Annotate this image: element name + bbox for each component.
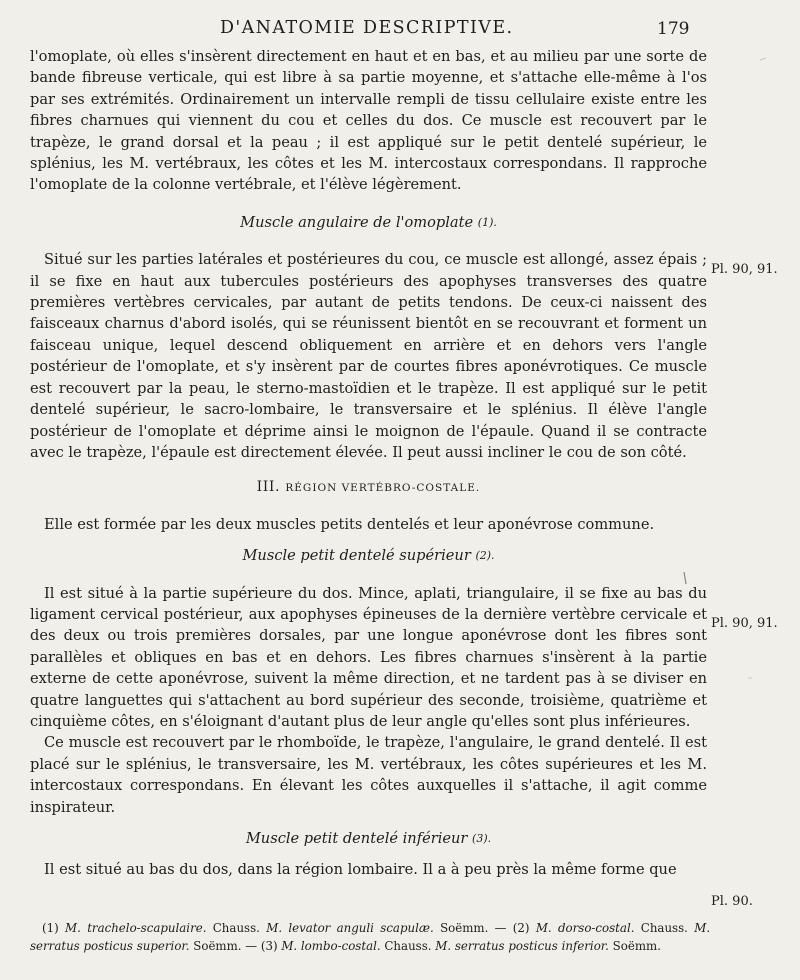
paragraph-rhomboide-end: l'omoplate, où elles s'insèrent directement en haut et en bas, et au milieu par une sorte de bande fibreuse verticale, qui est libre à sa partie moyenne, et s'attache elle-même à l'os par ses extrémités. Ordinairement un intervalle rempli de tissu cellulaire existe entre les fibres charnues qui viennent du cou et celles du dos. Ce muscle est recouvert par le trapèze, le grand dorsal et la peau ; il est appliqué sur le petit dentelé supérieur, le splénius, les M. vertébraux, les côtes et les M. intercostaux correspondans. Il rapproche l'omoplate de la colonne vertébrale, et l'élève légèrement. <box>30 48 707 194</box>
spacer <box>30 849 707 859</box>
margin-note-plates-3: Pl. 90. <box>711 894 753 909</box>
spacer <box>30 196 707 212</box>
spacer <box>30 567 707 583</box>
footnote-3-soemmerring-name: M. serratus posticus inferior. <box>435 939 609 953</box>
paragraph-superieur-2: Ce muscle est recouvert par le rhomboïde, le trapèze, l'angulaire, le grand dentelé. Il est placé sur le splénius, le transversaire, les M. vertébraux, les côtes supérieures et les M. intercostaux correspondans. En élevant les côtes auxquelles il s'attache, il agit comme inspirateur. <box>30 734 707 816</box>
footnote-1-soemmerring-name: M. levator anguli scapulæ. <box>266 921 434 935</box>
footnote-ref-1: (1). <box>477 215 497 229</box>
heading-petit-dentele-superieur <box>30 545 707 566</box>
footnote-3-soemmerring: Soëmm. <box>612 939 661 953</box>
heading-petit-dentele-inferieur-text: Muscle petit dentelé inférieur <box>245 830 468 847</box>
heading-region-number: III. <box>256 479 281 496</box>
page-number: 179 <box>657 19 690 39</box>
heading-region-vertebro-costale <box>30 477 707 499</box>
footnote-2-soemmerring-name: M. serratus posticus superior. <box>30 921 711 953</box>
footnote-3-chaussier-name: M. lombo-costal. <box>281 939 381 953</box>
footnote-ref-3: (3). <box>472 832 492 845</box>
footnote-1-chaussier: Chauss. <box>212 921 260 935</box>
footnote-block <box>30 919 710 955</box>
footnote-ref-2: (2). <box>475 549 495 563</box>
margin-note-plates-2: Pl. 90, 91. <box>711 616 778 631</box>
footnotes <box>30 919 710 955</box>
spacer <box>30 233 707 249</box>
footnote-2-chaussier-name: M. dorso-costal. <box>535 921 635 935</box>
running-head <box>0 18 800 42</box>
spacer <box>30 500 707 514</box>
heading-petit-dentele-inferieur <box>30 828 707 849</box>
body-text <box>30 46 707 881</box>
paragraph-region-intro: Elle est formée par les deux muscles petits dentelés et leur aponévrose commune. <box>44 515 655 533</box>
spacer <box>30 535 707 545</box>
paragraph-angulaire: Situé sur les parties latérales et postérieures du cou, ce muscle est allongé, assez épais ; il se fixe en haut aux tubercules postérieurs des apophyses transverses des quatre premières vertèbres cervicales, par autant de petits tendons. De ceux-ci naissent des faisceaux charnus d'abord isolés, qui se réunissent bientôt en se recouvrant et forment un faisceau unique, lequel descend obliquement en arrière et en dehors vers l'angle postérieur de l'omoplate, et s'y insèrent par de courtes fibres aponévrotiques. Ce muscle est recouvert par la peau, le sterno-mastoïdien et le trapèze. Il est appliqué sur le petit dentelé supérieur, le sacro-lombaire, le transversaire et le splénius. Il élève l'angle postérieur de l'omoplate et déprime ainsi le moignon de l'épaule. Quand il se contracte avec le trapèze, l'épaule est directement élevée. Il peut aussi incliner le cou de son côté. <box>30 251 707 461</box>
footnote-2-chaussier: Chauss. <box>640 921 688 935</box>
footnote-3-chaussier: Chauss. <box>384 939 432 953</box>
heading-region-title: RÉGION VERTÉBRO-COSTALE. <box>285 482 481 495</box>
heading-muscle-angulaire <box>30 212 707 233</box>
heading-muscle-angulaire-text: Muscle angulaire de l'omoplate <box>240 213 474 231</box>
spacer <box>30 463 707 477</box>
footnote-1-chaussier-name: M. trachelo-scapulaire. <box>65 921 207 935</box>
footnote-1-soemmerring: Soëmm. — (2) <box>440 921 530 935</box>
footnote-number: (1) <box>42 921 59 935</box>
spacer <box>30 818 707 828</box>
footnote-2-soemmerring: Soëmm. — (3) <box>193 939 278 953</box>
paragraph-inferieur: Il est situé au bas du dos, dans la région lombaire. Il a à peu près la même forme que <box>44 861 677 879</box>
paragraph-superieur-1: Il est situé à la partie supérieure du dos. Mince, aplati, triangulaire, il se fixe au bas du ligament cervical postérieur, aux apophyses épineuses de la dernière vertèbre cervicale et des deux ou trois premières dorsales, par une longue aponévrose dont les fibres sont parallèles et obliques en bas et en dehors. Les fibres charnues s'insèrent à la partie externe de cette aponévrose, suivent la même direction, et ne tardent pas à se diviser en quatre languettes qui s'attachent au bord supérieur des seconde, troisième, quatrième et cinquième côtes, en s'éloignant d'autant plus de leur angle qu'elles sont plus inférieures. <box>30 584 707 730</box>
running-title: D'ANATOMIE DESCRIPTIVE. <box>220 18 514 38</box>
heading-petit-dentele-superieur-text: Muscle petit dentelé supérieur <box>242 547 471 565</box>
margin-note-plates-1: Pl. 90, 91. <box>711 262 778 277</box>
specks <box>760 58 766 60</box>
